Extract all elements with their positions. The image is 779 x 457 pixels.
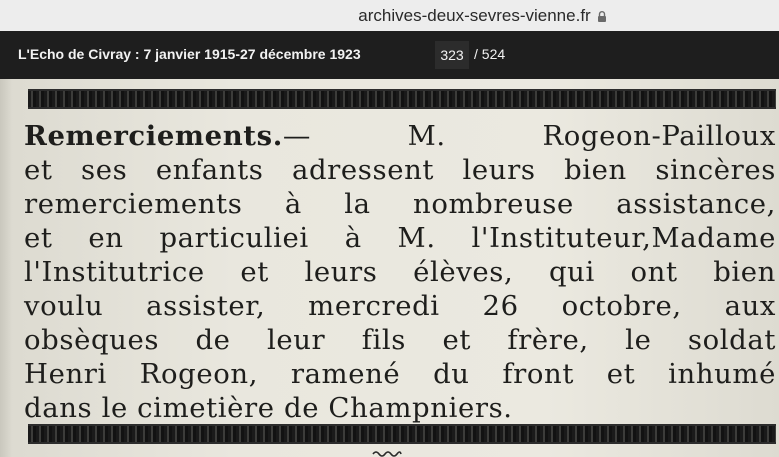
- top-rule: [28, 89, 776, 109]
- notice-line-1: Remerciements.— M. Rogeon-Pailloux: [24, 120, 776, 152]
- notice-text: [24, 119, 776, 425]
- lock-icon: [597, 11, 607, 22]
- page-number-input[interactable]: [435, 41, 469, 69]
- notice-line-8: Henri Rogeon, ramené du front et inhumé: [24, 358, 776, 390]
- ornament-squiggle: [372, 449, 402, 457]
- notice-line-5: l'Institutrice et leurs élèves, qui ont bien: [24, 256, 776, 288]
- document-title: L'Echo de Civray : 7 janvier 1915-27 décembre 1923: [18, 46, 361, 62]
- notice-line-3: remerciements à la nombreuse assistance,: [24, 188, 776, 220]
- notice-line-2: et ses enfants adressent leurs bien sincères: [24, 154, 776, 186]
- notice-line-6: voulu assister, mercredi 26 octobre, aux: [24, 290, 776, 322]
- url-text: archives-deux-sevres-vienne.fr: [358, 5, 591, 25]
- notice-line-7: obsèques de leur fils et frère, le soldat: [24, 324, 776, 356]
- notice-heading: Remerciements.: [24, 120, 283, 152]
- page-total: / 524: [474, 46, 506, 62]
- page-edge-shadow: [0, 79, 12, 457]
- notice-line-4: et en particuliei à M. l'Instituteur,Madame: [24, 222, 776, 254]
- address-bar[interactable]: [0, 0, 779, 31]
- viewer-toolbar: [0, 31, 779, 79]
- bottom-rule: [28, 424, 776, 444]
- notice-line-9: dans le cimetière de Champniers.: [24, 392, 513, 424]
- newspaper-scan: [0, 79, 779, 457]
